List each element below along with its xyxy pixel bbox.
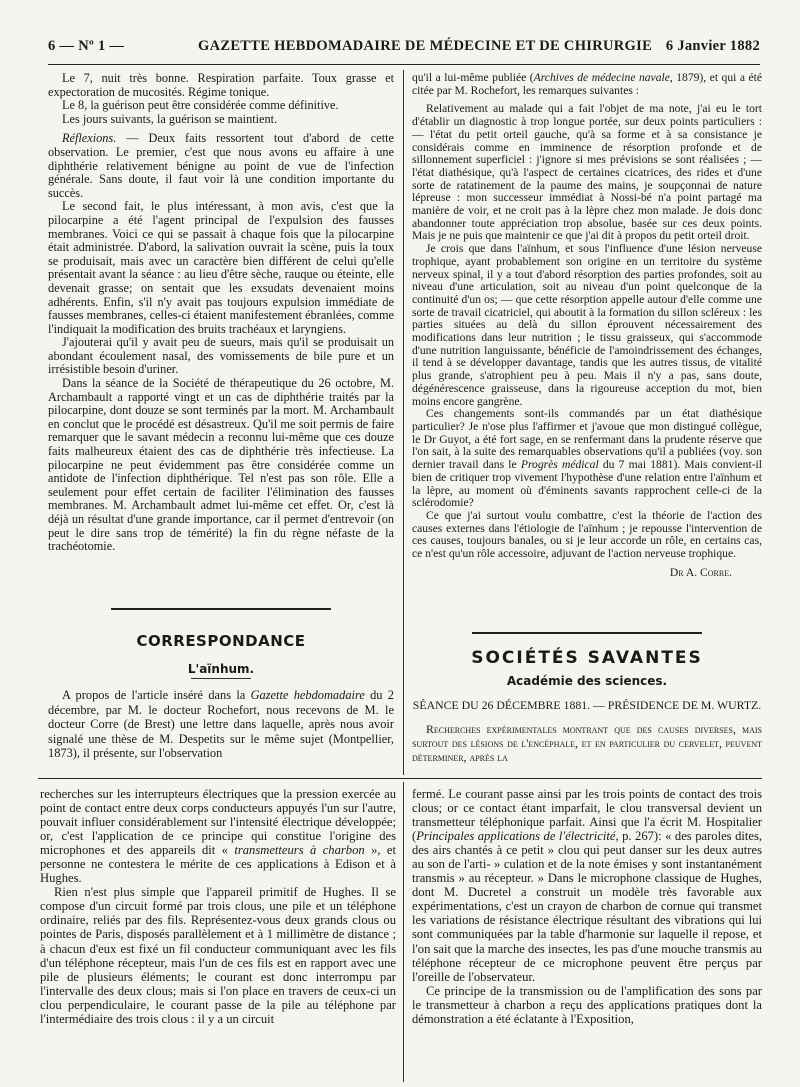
reflexions-label: Réflexions. [62, 131, 117, 146]
archambault-paragraph: Dans la séance de la Société de thérapeutique du 26 octobre, M. Archambault a rapporté vingt et un cas de diphthérie traités par la pilocarpine, dont douze se sont terminés par la mort. M. Archambault en conclut que le procédé est désastreux. Qu'il me soit permis de faire remarquer que le savant médecin a reconnu lui-même que ces douze faits malheureux étaient des cas de diphthérie très infectieuse. La pilocarpine ne peut évidemment pas être considérée comme un antidote de l'infection diphthérique. Tel n'est pas son rôle. Elle a seulement pour effet certain de faciliter l'élimination des fausses membranes. M. Archambault admet lui-même cet effet. Or, c'est là déjà un résultat d'une grande importance, car il permet d'entrevoir (on peut le dire sans trop de témérité) la fin du règne néfaste de la trachéotomie. [48, 376, 394, 554]
column-divider-top [403, 70, 404, 775]
microphone-paragraph-1 [40, 787, 396, 885]
academie-intro: Recherches expérimentales montrant que des causes diverses, mais surtout des lésions de l'encéphale, et en particulier du cervelet, peuvent déterminer, après la [412, 722, 762, 765]
societes-section [412, 632, 762, 765]
ainhum-subheading: L'aïnhum. [187, 662, 255, 676]
circuit-p1-b: , p. 267): « des paroles dites, des airs chantés à ce petit » clou qui peut danser sur les deux autres au son de l'arti- » culation et de la note émises y sont instantanément transmis » au récepteur. » Dans le microphone classique de Hughes, dont M. Ducretel a construit un modèle très favorable aux expérimentations, c'est un crayon de charbon de cornue qui transmet les variations de résistance électrique résultant des vibrations qui lui sont communiquées par la table d'harmonie sur laquelle il repose, et l'on sait que la marche des insectes, les pas d'une mouche transmis au téléphone récepteur de ce microphone peuvent être perçus par l'oreille de l'observateur. [412, 829, 762, 984]
corre-intro-a: qu'il a lui-même publiée ( [412, 71, 534, 84]
mid-page-rule [38, 778, 762, 779]
corre-p3-b: du 7 mai 1881). Mais convient-il bien de critiquer trop vivement l'hypothèse d'une relation entre l'aïnhum et la lèpre, au moment où d'éminents savants rapprochent celle-ci de la sclérodomie? [412, 458, 763, 510]
correspondance-intro [48, 688, 394, 761]
corre-intro-b: , 1879), et qui a été citée par M. Rochefort, les remarques suivantes : [412, 71, 762, 97]
page-header [48, 38, 760, 60]
case-note-day7: Le 7, nuit très bonne. Respiration parfaite. Toux grasse et expectoration de mucosités. Régime tonique. [48, 71, 394, 99]
sweat-paragraph: J'ajouterai qu'il y avait peu de sueurs, mais qu'il se produisait un abondant écoulement nasal, des vomissements de bile pure et un irrésistible besoin d'uriner. [48, 335, 394, 377]
corre-letter-p3 [412, 408, 762, 510]
societes-heading: SOCIÉTÉS SAVANTES [471, 648, 703, 668]
mic-p1-a: recherches sur les interrupteurs électriques que la pression exercée au point de contact entre deux corps conducteurs appuyés l'un sur l'autre, pouvait influer considérablement sur l'intensité électrique développée; or, c'est l'application de ce principe qui constitue l'origine des microphones et des appareils dit « [40, 787, 396, 858]
hughes-apparatus-paragraph: Rien n'est plus simple que l'appareil primitif de Hughes. Il se compose d'un circuit formé par trois clous, une pile et un téléphone ordinaire, reliés par des fils. Représentez-vous deux grands clous ou pointes de Paris, disposés parallèlement et à 1 millimètre de distance ; à chacun d'eux est fixé un fil conducteur communiquant avec les fils d'un téléphone récepteur, mais l'un de ces fils est en rapport avec une pile de plusieurs éléments; le courant est donc interrompu par l'intervalle des deux clous; mais si l'on place en travers de ceux-ci un clou perpendiculaire, le courant passe de la pile au téléphone par l'intermédiaire des trois clous : il y a un circuit [40, 885, 396, 1026]
seance-line: SÉANCE DU 26 DÉCEMBRE 1881. — PRÉSIDENCE DE M. WURTZ. [412, 698, 762, 712]
header-rule [48, 64, 760, 65]
transmission-paragraph: Ce principe de la transmission ou de l'amplification des sons par le transmetteur à charbon a reçu des applications pratiques dont la démonstration a été éclatante à l'Exposition, [412, 983, 762, 1026]
correspondance-section [48, 608, 394, 761]
reflexions-text: — Deux faits ressortent tout d'abord de cette observation. Le premier, c'est que nous avons eu affaire à une diphthérie relativement bénigne au point de vue de l'infection générale. Sans doute, il faut voir là une condition importante du succès. [48, 131, 394, 200]
right-bottom-column [412, 787, 762, 1026]
corre-letter-p2: Je crois que dans l'aïnhum, et sous l'influence d'une lésion nerveuse trophique, ayant probablement son origine en un territoire du système nerveux spinal, il y a tout d'abord résorption des parties profondes, soit au niveau d'une articulation, soit au niveau d'un point quelconque de la continuité d'un os; — que cette résorption appelle autour d'elle comme une sorte de travail cicatriciel, qui aboutit à la formation du sillon scléreux : les parties situées au delà du sillon éprouvent nécessairement des modifications dans leur nutrition ; le tissu graisseux, qui s'accommode d'une nutrition languissante, bénéficie de l'amoindrissement des échanges, il tend à se développer davantage, tandis que les autres tissus, de vitalité plus grande, s'atrophient peu à peu. Mais il n'y a pas, sans doute, dégénérescence graisseuse, dans la rigoureuse acception du mot, bien moins encore gangrène. [412, 242, 762, 408]
column-divider-bottom [403, 782, 404, 1082]
corre-p3-a: Ces changements sont-ils commandés par un état diathésique particulier? Je n'ose plus l'affirmer et j'avoue que mon distingué collègue, le Dr Guyot, a été fort sage, en se renfermant dans la prudente réserve que l'on sait, à la suite des remarquables observations qu'il a publiées (voy. son dernier travail dans le [412, 407, 762, 472]
intro-text-b: du 2 décembre, par M. le docteur Rochefort, nous recevons de M. le docteur Corre (de Brest) une lettre dans laquelle, après nous avoir signalé une thèse de M. Despetits sur le même sujet (Montpellier, 1873), il présente, sur l'observation [48, 688, 394, 761]
progres-journal: Progrès médical [520, 458, 599, 472]
academie-subheading: Académie des sciences. [506, 674, 668, 688]
journal-title: GAZETTE HEBDOMADAIRE DE MÉDECINE ET DE CHIRURGIE [198, 38, 653, 54]
intro-text-a: A propos de l'article inséré dans la [62, 688, 251, 702]
hospitalier-book: Principales applications de l'électricité [416, 829, 616, 844]
corre-intro [412, 72, 762, 97]
mic-p1-b: », et personne ne contestera le mérite de ces applications à Edison et à Hughes. [40, 843, 396, 886]
page-number: 6 — Nº 1 — [48, 38, 125, 54]
reflexions-paragraph [48, 132, 394, 200]
case-note-following: Les jours suivants, la guérison se maintient. [62, 111, 278, 126]
mic-p1-italic: transmetteurs à charbon [234, 843, 365, 858]
signature: Dr A. Corre. [669, 565, 732, 579]
journal-name: Gazette hebdomadaire [250, 688, 365, 702]
correspondance-heading: CORRESPONDANCE [136, 632, 306, 650]
corre-letter-p1: Relativement au malade qui a fait l'objet de ma note, j'ai eu le tort d'établir un diagnostic à trop longue portée, sur deux points particuliers : — l'état du petit orteil gauche, qu'à sa forme et à sa consistance je considérais comme en imminence de résorption profonde et de sillonnement superficiel : j'ignore si mes prévisions se sont réalisées ; — l'état diathésique, qu'à l'aspect de certaines cicatrices, des rides et d'une sorte de ratatinement de la paume des mains, je soupçonnai de nature lépreuse : mon successeur immédiat à Nossi-bé n'a point partagé ma manière de voir, et ne croit pas à la lèpre chez mon malade. Je dois donc abandonner toute appréciation trop absolue, basée sur ces deux points. Mais je ne puis que maintenir ce que j'ai dit à propos du petit orteil droit. [412, 102, 762, 243]
right-top-column [412, 72, 762, 579]
issue-date: 6 Janvier 1882 [665, 38, 760, 54]
archives-journal: Archives de médecine navale [533, 71, 670, 84]
corre-letter-p4: Ce que j'ai surtout voulu combattre, c'est la théorie de l'action des causes externes dans l'étiologie de l'aïnhum ; je repousse l'intervention de ces causes, toujours banales, ou si je leur accorde un rôle, en certains cas, ce n'est qu'un rôle accessoire, adjuvant de l'action nerveuse trophique. [412, 508, 762, 561]
circuit-paragraph [412, 787, 762, 984]
case-note-day8: Le 8, la guérison peut être considérée comme définitive. [62, 98, 339, 113]
circuit-p1-a: fermé. Le courant passe ainsi par les trois points de contact des trois clous; or ce contact étant imparfait, le clou transversal devient un transmetteur téléphonique parfait. Ainsi que l'a écrit M. Hospitalier ( [412, 787, 762, 844]
second-fact-paragraph: Le second fait, le plus intéressant, à mon avis, c'est que la pilocarpine a été l'agent principal de l'expulsion des fausses membranes. Voici ce qui se passait à chaque fois que la pilocarpine était administrée. D'abord, la salivation ouvrait la scène, puis la toux se produisait, mais avec un caractère bien différent de celui qu'elle présentait avant la séance : au lieu d'être sèche, rauque ou éteinte, elle devenait grasse; on sentait que les exsudats devenaient moins adhérents. Enfin, s'il n'y avait pas toujours expulsion immédiate de fausses membranes, celles-ci étaient manifestement ébranlées, comme l'indiquait la modification des bruits trachéaux et laryngiens. [48, 199, 394, 336]
left-top-column [48, 72, 394, 554]
left-bottom-column [40, 787, 396, 1026]
